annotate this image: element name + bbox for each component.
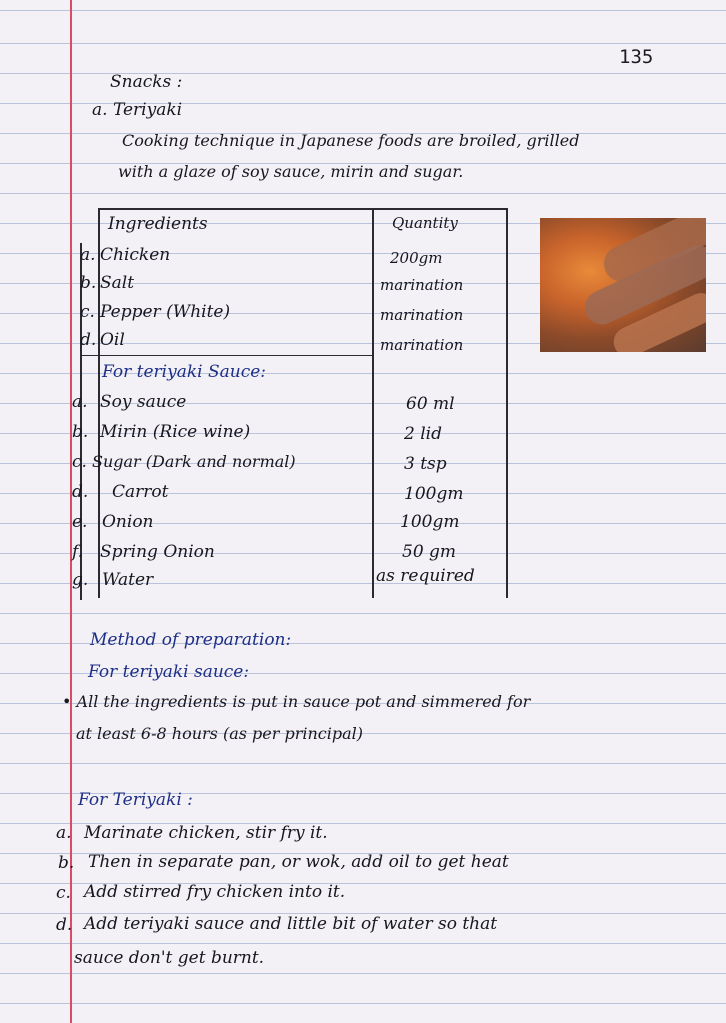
- table-header-quantity: Quantity: [392, 214, 458, 232]
- sauce-row-ingredient: Sugar (Dark and normal): [92, 452, 296, 471]
- row-ingredient: Salt: [100, 273, 135, 293]
- sauce-row-quantity: 3 tsp: [404, 454, 447, 474]
- step-text: Add stirred fry chicken into it.: [84, 882, 346, 902]
- sauce-row-quantity: 2 lid: [404, 424, 442, 444]
- table-right-border: [506, 208, 508, 598]
- step-index: b.: [58, 853, 75, 873]
- step-text: Then in separate pan, or wok, add oil to get heat: [88, 852, 509, 872]
- sauce-row-ingredient: Mirin (Rice wine): [100, 422, 251, 442]
- row-index: c.: [80, 302, 95, 322]
- sauce-row-quantity: 100gm: [400, 512, 460, 532]
- sauce-row-ingredient: Carrot: [112, 482, 169, 502]
- sauce-row-index: a.: [72, 392, 88, 412]
- sauce-row-ingredient: Water: [102, 570, 154, 590]
- method-heading: Method of preparation:: [90, 630, 292, 650]
- intro-line-1: Cooking technique in Japanese foods are broiled, grilled: [122, 131, 580, 150]
- sauce-row-quantity: 100gm: [404, 484, 464, 504]
- teriyaki-method-subheading: For Teriyaki :: [78, 790, 193, 810]
- sauce-row-ingredient: Soy sauce: [100, 392, 187, 412]
- row-quantity: marination: [380, 276, 464, 294]
- table-header-ingredients: Ingredients: [108, 214, 208, 234]
- sauce-step-line-2: at least 6-8 hours (as per principal): [76, 724, 363, 743]
- step-index: c.: [56, 883, 71, 903]
- sauce-table-heading: For teriyaki Sauce:: [102, 362, 267, 382]
- sauce-row-index: c.: [72, 452, 87, 472]
- page-number: 135: [619, 46, 654, 68]
- sauce-row-ingredient: Onion: [102, 512, 154, 532]
- step-text-continued: sauce don't get burnt.: [74, 948, 265, 968]
- row-quantity: marination: [380, 336, 464, 354]
- row-ingredient: Oil: [100, 330, 125, 350]
- subheading: a. Teriyaki: [92, 100, 183, 120]
- sauce-step-line-1: • All the ingredients is put in sauce pot and simmered for: [62, 692, 531, 711]
- sauce-row-index: d.: [72, 482, 89, 502]
- sauce-row-quantity: 50 gm: [402, 542, 457, 562]
- step-index: a.: [56, 823, 72, 843]
- step-index: d.: [56, 915, 73, 935]
- row-index: b.: [80, 273, 97, 293]
- row-ingredient: Pepper (White): [100, 302, 231, 322]
- table-row-rule: [80, 355, 374, 356]
- row-index: a.: [80, 245, 96, 265]
- table-top-border: [98, 208, 508, 210]
- row-quantity: 200gm: [390, 249, 443, 267]
- row-quantity: marination: [380, 306, 464, 324]
- row-index: d.: [80, 330, 97, 350]
- heading: Snacks :: [110, 72, 183, 92]
- sauce-row-quantity: 60 ml: [406, 394, 455, 414]
- step-text: Add teriyaki sauce and little bit of water so that: [84, 914, 498, 934]
- row-ingredient: Chicken: [100, 245, 171, 265]
- table-column-divider: [372, 208, 374, 598]
- sauce-row-index: f.: [72, 542, 84, 562]
- sauce-row-index: e.: [72, 512, 88, 532]
- teriyaki-dish-photo: [540, 218, 706, 352]
- sauce-method-subheading: For teriyaki sauce:: [88, 662, 250, 682]
- step-text: Marinate chicken, stir fry it.: [84, 823, 328, 843]
- sauce-row-ingredient: Spring Onion: [100, 542, 215, 562]
- intro-line-2: with a glaze of soy sauce, mirin and sugar.: [118, 162, 464, 181]
- sauce-row-index: g.: [72, 570, 89, 590]
- sauce-row-index: b.: [72, 422, 89, 442]
- sauce-row-quantity: as required: [376, 566, 475, 586]
